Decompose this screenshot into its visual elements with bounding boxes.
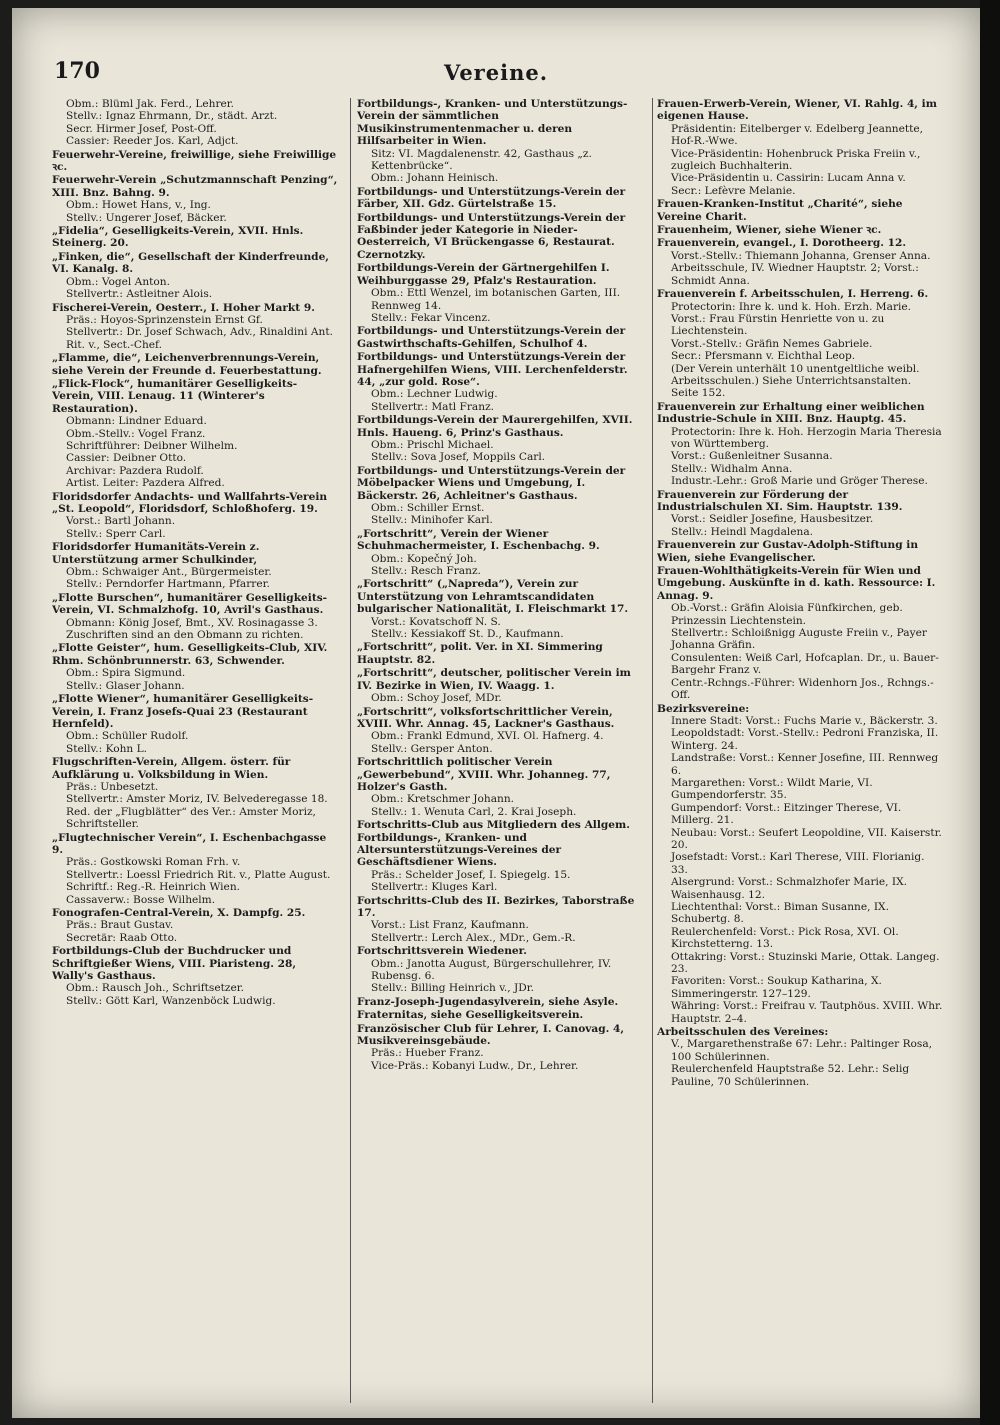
directory-entry xyxy=(357,325,643,350)
directory-entry xyxy=(357,895,643,945)
entry-line: Archivar: Pazdera Rudolf. xyxy=(66,464,204,477)
entry-line: Arbeitsschule, IV. Wiedner Hauptstr. 2; Vorst.: Schmidt Anna. xyxy=(671,262,919,287)
entry-heading: Franz-Joseph-Jugendasylverein, siehe Asyle. xyxy=(357,995,619,1008)
directory-entry xyxy=(657,288,943,400)
entry-line: Präs.: Unbesetzt. xyxy=(66,780,159,793)
entry-heading: Arbeitsschulen des Vereines: xyxy=(657,1026,829,1039)
column-left xyxy=(52,98,338,1408)
entry-heading: Feuerwehr-Vereine, freiwillige, siehe Freiwillige ꝛc. xyxy=(52,148,337,174)
entry-heading: Fortbildungs- und Unterstützungs-Verein der Gastwirthschafts-Gehilfen, Schulhof 4. xyxy=(357,325,626,350)
directory-entry xyxy=(52,693,338,755)
entry-heading: „Fortschritt“ („Napreda“), Verein zur Unterstützung von Lehramtscandidaten bulgarischer Nationalität, I. Fleischmarkt 17. xyxy=(357,578,629,616)
entry-line: Secr.: Pfersmann v. Eichthal Leop. xyxy=(671,350,856,363)
entry-line: Stellvertr.: Dr. Josef Schwach, Adv., Rinaldini Ant. Rit. v., Sect.-Chef. xyxy=(66,326,333,351)
directory-entry xyxy=(52,491,338,541)
entry-line: Stellv.: Gött Karl, Wanzenböck Ludwig. xyxy=(66,994,276,1007)
entry-line: Obmann: Lindner Eduard. xyxy=(66,415,207,428)
entry-line: Stellv.: Ungerer Josef, Bäcker. xyxy=(66,211,227,224)
entry-line: Stellv.: Fekar Vincenz. xyxy=(371,311,491,324)
entry-line: Obm.: Johann Heinisch. xyxy=(371,172,499,185)
directory-entry xyxy=(52,149,338,174)
entry-line: Vorst.: Frau Fürstin Henriette von u. zu Liechtenstein. xyxy=(671,312,885,338)
directory-entry xyxy=(357,262,643,324)
entry-line: Präs.: Gostkowski Roman Frh. v. xyxy=(66,856,241,869)
entry-line: (Der Verein unterhält 10 unentgeltliche weibl. Arbeitsschulen.) Siehe Unterrichtsanstalten. xyxy=(671,362,920,387)
entry-line: Stellvertr.: Amster Moriz, IV. Belvederegasse 18. xyxy=(66,793,328,806)
entry-heading: Fortbildungs-, Kranken- und Unterstützungs-Verein der sämmtlichen Musikinstrumentenmacher u. deren Hilfsarbeiter in Wien. xyxy=(357,98,628,148)
entry-heading: Frauenverein zur Erhaltung einer weiblichen Industrie-Schule in XIII. Bnz. Hauptg. 45. xyxy=(657,400,925,426)
directory-entry xyxy=(357,465,643,527)
entry-line: Artist. Leiter: Pazdera Alfred. xyxy=(66,477,225,490)
entry-heading: Fortschrittsverein Wiedener. xyxy=(357,945,527,958)
entry-line: Protectorin: Ihre k. Hoh. Herzogin Maria Theresia von Württemberg. xyxy=(671,425,942,450)
entry-line: Vorst.-Stellv.: Gräfin Nemes Gabriele. xyxy=(671,337,873,350)
directory-entry xyxy=(357,1023,643,1073)
directory-entry xyxy=(657,565,943,701)
directory-entry xyxy=(52,378,338,490)
entry-line: Stellv.: 1. Wenuta Carl, 2. Krai Joseph. xyxy=(371,805,577,818)
entry-line: Stellv.: Perndorfer Hartmann, Pfarrer. xyxy=(66,578,270,591)
entry-line: Obm.-Stellv.: Vogel Franz. xyxy=(66,427,206,440)
entry-line: V., Margarethenstraße 67: Lehr.: Paltinger Rosa, 100 Schülerinnen. xyxy=(671,1038,933,1063)
entry-heading: Frauenverein zur Gustav-Adolph-Stiftung in Wien, siehe Evangelischer. xyxy=(657,539,919,564)
entry-heading: Frauen-Wohlthätigkeits-Verein für Wien und Umgebung. Auskünfte in d. kath. Ressource: I. Annag. 9. xyxy=(657,565,936,602)
scan-edge xyxy=(980,0,1000,1425)
entry-line: Consulenten: Weiß Carl, Hofcaplan. Dr., u. Bauer-Bargehr Franz v. xyxy=(671,651,939,677)
entry-line: Obm.: Schüller Rudolf. xyxy=(66,730,189,743)
entry-heading: Fortschrittlich politischer Verein „Gewerbebund“, XVIII. Whr. Johanneg. 77, Holzer's Gasth. xyxy=(357,756,611,793)
directory-entry xyxy=(357,98,643,185)
entry-line: Obm.: Blüml Jak. Ferd., Lehrer. xyxy=(66,98,235,110)
entry-line: Stellv.: Resch Franz. xyxy=(371,565,481,578)
entry-heading: Feuerwehr-Verein „Schutzmannschaft Penzing“, XIII. Bnz. Bahng. 9. xyxy=(52,174,338,199)
entry-line: Stellv.: Widhalm Anna. xyxy=(671,462,793,475)
entry-line: Vice-Präsidentin: Hohenbruck Priska Freiin v., zugleich Buchhalterin. xyxy=(671,147,921,173)
directory-entry xyxy=(357,756,643,818)
entry-line: Obm.: Frankl Edmund, XVI. Ol. Hafnerg. 4. xyxy=(371,730,604,743)
column-middle xyxy=(357,98,643,1408)
entry-line: Obm.: Vogel Anton. xyxy=(66,275,170,288)
column-divider xyxy=(652,98,653,1403)
directory-entry xyxy=(657,401,943,488)
entry-line: Präs.: Hueber Franz. xyxy=(371,1047,484,1060)
entry-heading: „Flotte Wiener“, humanitärer Geselligkeits-Verein, I. Franz Josefs-Quai 23 (Restaurant Hernfeld). xyxy=(52,693,314,730)
directory-entry xyxy=(357,414,643,464)
page-number: 170 xyxy=(54,58,100,84)
directory-entry xyxy=(357,996,643,1008)
entry-heading: Fortschritts-Club des II. Bezirkes, Taborstraße 17. xyxy=(357,894,635,919)
entry-line: Präs.: Schelder Josef, I. Spiegelg. 15. xyxy=(371,868,571,881)
entry-line: Reulerchenfeld Hauptstraße 52. Lehr.: Selig Pauline, 70 Schülerinnen. xyxy=(671,1063,910,1088)
directory-entry xyxy=(52,225,338,250)
entry-heading: Fortbildungs-Verein der Gärtnergehilfen I. Weihburggasse 29, Pfalz's Restauration. xyxy=(357,262,610,287)
entry-line: Landstraße: Vorst.: Kenner Josefine, III. Rennweg 6. xyxy=(671,752,939,777)
entry-heading: Flugschriften-Verein, Allgem. österr. für Aufklärung u. Volksbildung in Wien. xyxy=(52,756,291,781)
entry-heading: „Flick-Flock“, humanitärer Geselligkeits-Verein, VIII. Lenaug. 11 (Winterer's Restauration). xyxy=(52,377,298,415)
entry-line: Stellv.: Ignaz Ehrmann, Dr., städt. Arzt. xyxy=(66,110,278,123)
entry-line: Favoriten: Vorst.: Soukup Katharina, X. Simmeringerstr. 127–129. xyxy=(671,975,882,1000)
entry-line: Neubau: Vorst.: Seufert Leopoldine, VII. Kaiserstr. 20. xyxy=(671,826,942,851)
directory-entry xyxy=(357,1009,643,1021)
entry-line: Stellvertr.: Matl Franz. xyxy=(371,400,495,413)
directory-entry xyxy=(357,351,643,413)
entry-line: Stellv.: Sperr Carl. xyxy=(66,527,166,540)
entry-line: Obm.: Prischl Michael. xyxy=(371,438,494,451)
entry-line: Stellv.: Gersper Anton. xyxy=(371,742,493,755)
entry-heading: Frauenverein f. Arbeitsschulen, I. Herreng. 6. xyxy=(657,288,929,301)
entry-line: Vorst.: Seidler Josefine, Hausbesitzer. xyxy=(671,513,874,526)
entry-heading: Fraternitas, siehe Geselligkeitsverein. xyxy=(357,1009,584,1022)
entry-line: Schriftführer: Deibner Wilhelm. xyxy=(66,439,238,452)
entry-heading: Französischer Club für Lehrer, I. Canovag. 4, Musikvereinsgebäude. xyxy=(357,1022,625,1048)
entry-heading: „Flamme, die“, Leichenverbrennungs-Verein, siehe Verein der Freunde d. Feuerbestattung. xyxy=(52,352,322,377)
entry-heading: Frauen-Kranken-Institut „Charité“, siehe Vereine Charit. xyxy=(657,198,903,223)
entry-heading: Floridsdorfer Humanitäts-Verein z. Unterstützung armer Schulkinder, xyxy=(52,541,260,566)
entry-line: Schriftf.: Reg.-R. Heinrich Wien. xyxy=(66,881,241,894)
column-right xyxy=(657,98,943,1408)
entry-line: Vorst.: Gußenleitner Susanna. xyxy=(671,450,833,463)
entry-line: Währing: Vorst.: Freifrau v. Tautphöus. XVIII. Whr. Hauptstr. 2–4. xyxy=(671,1000,943,1025)
directory-entry xyxy=(52,541,338,591)
directory-entry xyxy=(657,98,943,197)
directory-entry xyxy=(52,251,338,301)
entry-heading: Fortschritts-Club aus Mitgliedern des Allgem. Fortbildungs-, Kranken- und Altersunterstützungs-Vereines der Geschäftsdiener Wiens. xyxy=(357,819,630,869)
entry-line: Reulerchenfeld: Vorst.: Pick Rosa, XVI. Ol. Kirchstetterng. 13. xyxy=(671,925,899,951)
entry-line: Innere Stadt: Vorst.: Fuchs Marie v., Bäckerstr. 3. xyxy=(671,714,938,727)
directory-entry xyxy=(357,212,643,262)
entry-line: Vorst.: Kovatschoff N. S. xyxy=(371,615,501,628)
directory-entry xyxy=(52,907,338,944)
entry-line: Obm.: Rausch Joh., Schriftsetzer. xyxy=(66,982,245,995)
entry-line: Stellvertr.: Astleitner Alois. xyxy=(66,288,213,301)
entry-line: Ob.-Vorst.: Gräfin Aloisia Fünfkirchen, geb. Prinzessin Liechtenstein. xyxy=(671,602,903,627)
entry-line: Obmann: König Josef, Bmt., XV. Rosinagasse 3. Zuschriften sind an den Obmann zu richten. xyxy=(66,616,318,642)
entry-heading: Frauenverein, evangel., I. Dorotheerg. 12. xyxy=(657,237,907,250)
entry-line: Cassier: Deibner Otto. xyxy=(66,452,187,465)
directory-entry xyxy=(52,945,338,1007)
entry-line: Stellvertr.: Schloißnigg Auguste Freiin v., Payer Johanna Gräfin. xyxy=(671,627,927,652)
directory-entry xyxy=(657,539,943,564)
directory-entry xyxy=(357,706,643,756)
entry-line: Stellvertr.: Loessl Friedrich Rit. v., Platte August. xyxy=(66,868,331,881)
entry-line: Vorst.-Stellv.: Thiemann Johanna, Grenser Anna. xyxy=(671,249,931,262)
entry-line: Vice-Präsidentin u. Cassirin: Lucam Anna v. xyxy=(671,172,906,185)
entry-line: Stellv.: Kessiakoff St. D., Kaufmann. xyxy=(371,628,564,641)
entry-heading: „Finken, die“, Gesellschaft der Kinderfreunde, VI. Kanalg. 8. xyxy=(52,250,329,276)
entry-line: Stellv.: Glaser Johann. xyxy=(66,679,185,692)
entry-heading: Frauen-Erwerb-Verein, Wiener, VI. Rahlg. 4, im eigenen Hause. xyxy=(657,98,937,123)
entry-line: Liechtenthal: Vorst.: Biman Susanne, IX. Schubertg. 8. xyxy=(671,901,889,926)
entry-line: Obm.: Janotta August, Bürgerschullehrer, IV. Rubensg. 6. xyxy=(371,957,612,983)
entry-heading: „Fortschritt“, polit. Ver. in XI. Simmering Hauptstr. 82. xyxy=(357,641,603,666)
entry-heading: Fortbildungs-Club der Buchdrucker und Schriftgießer Wiens, VIII. Piaristeng. 28, Wally's Gasthaus. xyxy=(52,945,297,983)
entry-heading: „Fortschritt“, volksfortschrittlicher Verein, XVIII. Whr. Annag. 45, Lackner's Gasthaus. xyxy=(357,705,615,730)
entry-heading: Fortbildungs- und Unterstützungs-Verein der Möbelpacker Wiens und Umgebung, I. Bäckerstr. 26, Achleitner's Gasthaus. xyxy=(357,464,626,502)
entry-line: Centr.-Rchngs.-Führer: Widenhorn Jos., Rchngs.-Off. xyxy=(671,676,934,702)
entry-heading: Fortbildungs-Verein der Maurergehilfen, XVII. Hnls. Haueng. 6, Prinz's Gasthaus. xyxy=(357,414,633,439)
entry-line: Obm.: Kopečný Joh. xyxy=(371,552,477,565)
directory-entry xyxy=(657,1026,943,1088)
entry-heading: Bezirksvereine: xyxy=(657,702,750,715)
directory-entry xyxy=(357,641,643,666)
column-divider xyxy=(350,98,351,1403)
entry-line: Alsergrund: Vorst.: Schmalzhofer Marie, IX. Waisenhausg. 12. xyxy=(671,876,908,901)
entry-line: Stellv.: Sova Josef, Moppils Carl. xyxy=(371,451,546,464)
directory-entry xyxy=(357,667,643,704)
entry-heading: Fortbildungs- und Unterstützungs-Verein der Faßbinder jeder Kategorie in Nieder-Oesterreich, VI Brückengasse 6, Restaurat. Czernotzky. xyxy=(357,211,626,261)
entry-heading: „Fortschritt“, deutscher, politischer Verein im IV. Bezirke in Wien, IV. Waagg. 1. xyxy=(357,667,631,692)
entry-heading: Frauenverein zur Förderung der Industrialschulen XI. Sim. Hauptstr. 139. xyxy=(657,488,903,513)
entry-heading: Floridsdorfer Andachts- und Wallfahrts-Verein „St. Leopold“, Floridsdorf, Schloßhoferg. 19. xyxy=(52,490,328,515)
entry-line: Präs.: Braut Gustav. xyxy=(66,919,174,932)
directory-entry xyxy=(52,352,338,377)
entry-line: Stellvertr.: Kluges Karl. xyxy=(371,881,498,894)
entry-line: Secretär: Raab Otto. xyxy=(66,931,178,944)
entry-heading: „Fidelia“, Geselligkeits-Verein, XVII. Hnls. Steinerg. 20. xyxy=(52,225,304,250)
directory-entry xyxy=(357,945,643,995)
entry-heading: Fischerei-Verein, Oesterr., I. Hoher Markt 9. xyxy=(52,301,315,314)
entry-line: Ottakring: Vorst.: Stuzinski Marie, Ottak. Langeg. 23. xyxy=(671,950,940,976)
entry-line: Vorst.: Bartl Johann. xyxy=(66,515,176,528)
entry-line: Secr.: Lefèvre Melanie. xyxy=(671,184,796,197)
entry-line: Präs.: Hoyos-Sprinzenstein Ernst Gf. xyxy=(66,313,263,326)
entry-line: Industr.-Lehr.: Groß Marie und Gröger Therese. xyxy=(671,475,928,488)
entry-line: Cassaverw.: Bosse Wilhelm. xyxy=(66,893,216,906)
entry-line: Josefstadt: Vorst.: Karl Therese, VIII. Florianig. 33. xyxy=(671,851,925,876)
book-page xyxy=(12,8,980,1418)
entry-line: Seite 152. xyxy=(671,387,726,400)
entry-line: Obm.: Ettl Wenzel, im botanischen Garten, III. Rennweg 14. xyxy=(371,287,621,312)
entry-line: Protectorin: Ihre k. und k. Hoh. Erzh. Marie. xyxy=(671,300,912,313)
directory-entry xyxy=(52,174,338,224)
entry-heading: Fortbildungs- und Unterstützungs-Verein der Hafnergehilfen Wiens, VIII. Lerchenfelderstr. 44, „zur gold. Rose“. xyxy=(357,351,628,388)
directory-entry xyxy=(52,592,338,642)
directory-entry xyxy=(657,224,943,236)
running-title: Vereine. xyxy=(443,60,549,85)
entry-line: Margarethen: Vorst.: Wildt Marie, VI. Gumpendorferstr. 35. xyxy=(671,776,873,802)
entry-line: Obm.: Schoy Josef, MDr. xyxy=(371,692,502,705)
directory-entry xyxy=(357,186,643,211)
directory-entry xyxy=(657,489,943,539)
entry-line: Obm.: Howet Hans, v., Ing. xyxy=(66,199,211,212)
directory-entry xyxy=(52,642,338,692)
directory-entry xyxy=(657,237,943,287)
entry-line: Präsidentin: Eitelberger v. Edelberg Jeannette, Hof-R.-Wwe. xyxy=(671,122,924,148)
directory-entry xyxy=(52,832,338,906)
directory-entry xyxy=(357,578,643,640)
directory-entry xyxy=(357,819,643,893)
directory-entry xyxy=(657,198,943,223)
entry-line: Stellv.: Heindl Magdalena. xyxy=(671,525,814,538)
entry-heading: „Flugtechnischer Verein“, I. Eschenbachgasse 9. xyxy=(52,831,327,856)
entry-heading: Fonografen-Central-Verein, X. Dampfg. 25. xyxy=(52,907,306,919)
directory-entry xyxy=(52,98,338,148)
entry-heading: „Flotte Burschen“, humanitärer Geselligkeits-Verein, VI. Schmalzhofg. 10, Avril's Gasthaus. xyxy=(52,591,328,617)
entry-line: Vorst.: List Franz, Kaufmann. xyxy=(371,919,529,932)
entry-line: Stellvertr.: Lerch Alex., MDr., Gem.-R. xyxy=(371,931,576,944)
entry-line: Obm.: Schwaiger Ant., Bürgermeister. xyxy=(66,566,272,579)
entry-line: Obm.: Spira Sigmund. xyxy=(66,667,186,680)
entry-line: Cassier: Reeder Jos. Karl, Adjct. xyxy=(66,135,239,148)
entry-heading: Frauenheim, Wiener, siehe Wiener ꝛc. xyxy=(657,224,882,237)
entry-heading: „Fortschritt“, Verein der Wiener Schuhmachermeister, I. Eschenbachg. 9. xyxy=(357,527,600,553)
directory-entry xyxy=(657,703,943,1026)
entry-line: Stellv.: Minihofer Karl. xyxy=(371,514,493,527)
entry-line: Secr. Hirmer Josef, Post-Off. xyxy=(66,122,217,135)
entry-line: Obm.: Schiller Ernst. xyxy=(371,502,485,514)
entry-line: Vice-Präs.: Kobanyi Ludw., Dr., Lehrer. xyxy=(371,1059,579,1072)
entry-heading: „Flotte Geister“, hum. Geselligkeits-Club, XIV. Rhm. Schönbrunnerstr. 63, Schwender. xyxy=(52,642,328,667)
entry-heading: Fortbildungs- und Unterstützungs-Verein der Färber, XII. Gdz. Gürtelstraße 15. xyxy=(357,185,626,211)
entry-line: Stellv.: Billing Heinrich v., JDr. xyxy=(371,982,535,995)
directory-entry xyxy=(52,756,338,830)
entry-line: Gumpendorf: Vorst.: Eitzinger Therese, VI. Millerg. 21. xyxy=(671,801,902,827)
entry-line: Leopoldstadt: Vorst.-Stellv.: Pedroni Franziska, II. Winterg. 24. xyxy=(671,727,939,752)
directory-entry xyxy=(357,528,643,578)
entry-line: Obm.: Kretschmer Johann. xyxy=(371,793,515,806)
entry-line: Stellv.: Kohn L. xyxy=(66,742,148,755)
entry-line: Obm.: Lechner Ludwig. xyxy=(371,388,498,401)
directory-entry xyxy=(52,302,338,352)
entry-line: Sitz: VI. Magdalenenstr. 42, Gasthaus „z. Kettenbrücke“. xyxy=(371,147,592,173)
entry-line: Red. der „Flugblätter“ des Ver.: Amster Moriz, Schriftsteller. xyxy=(66,805,316,831)
